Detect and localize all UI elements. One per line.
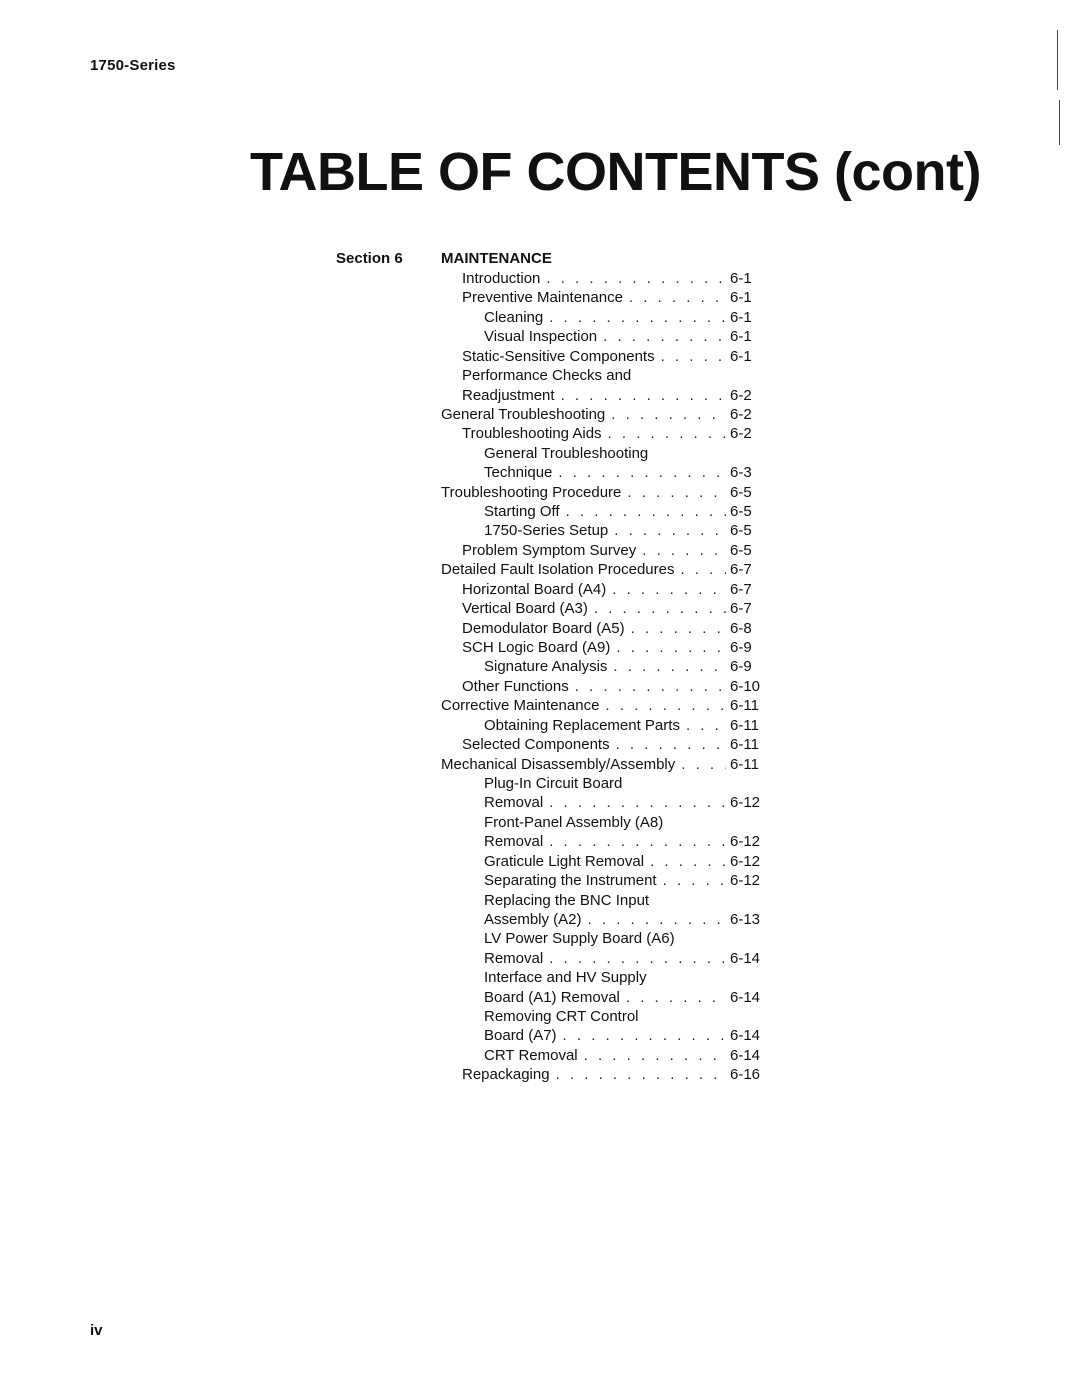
page-title: TABLE OF CONTENTS (cont) [250, 142, 981, 202]
binding-edge-mark [1057, 30, 1058, 90]
toc-entry [441, 386, 766, 405]
toc-entry [441, 308, 766, 327]
toc-entry-page: 6-7 [730, 580, 752, 598]
toc-entry [441, 891, 766, 910]
toc-entry [441, 502, 766, 521]
dot-leader [616, 735, 726, 754]
dot-leader [549, 793, 726, 812]
dot-leader [546, 269, 726, 288]
toc-entry [441, 735, 766, 754]
toc-entry-title: Detailed Fault Isolation Procedures [441, 561, 675, 579]
toc-entry-page: 6-14 [730, 988, 761, 1006]
toc-entry-page: 6-5 [730, 503, 752, 521]
toc-entry-page: 6-11 [730, 736, 759, 754]
toc-entry-title: LV Power Supply Board (A6) [484, 930, 675, 948]
section-number: Section 6 [336, 250, 403, 267]
toc-entry [441, 1065, 766, 1084]
toc-entry [441, 327, 766, 346]
dot-leader [575, 677, 726, 696]
toc-entry [441, 347, 766, 366]
toc-entry-title: SCH Logic Board (A9) [462, 639, 611, 657]
toc-entry [441, 968, 766, 987]
toc-entry [441, 463, 766, 482]
toc-entry-title: Other Functions [462, 677, 569, 695]
toc-entry-page: 6-11 [730, 716, 759, 734]
toc-entry [441, 696, 766, 715]
toc-entry-title: Readjustment [462, 386, 555, 404]
toc-entry-page: 6-12 [730, 794, 761, 812]
toc-entry-title: Troubleshooting Aids [462, 425, 602, 443]
dot-leader [627, 483, 726, 502]
toc-entry-page: 6-7 [730, 561, 752, 579]
table-of-contents-list [441, 269, 766, 1085]
toc-entry-page: 6-1 [730, 270, 752, 287]
toc-entry [441, 910, 766, 929]
toc-entry [441, 755, 766, 774]
toc-entry [441, 580, 766, 599]
toc-entry-title: Preventive Maintenance [462, 289, 623, 307]
dot-leader [558, 463, 726, 482]
toc-entry-page: 6-8 [730, 619, 752, 637]
toc-entry-page: 6-16 [730, 1066, 761, 1084]
toc-entry [441, 483, 766, 502]
toc-entry [441, 793, 766, 812]
toc-entry-title: Plug-In Circuit Board [484, 774, 623, 792]
dot-leader [566, 502, 726, 521]
toc-entry [441, 988, 766, 1007]
toc-entry-title: Static-Sensitive Components [462, 347, 655, 365]
toc-entry [441, 852, 766, 871]
toc-entry-title: Demodulator Board (A5) [462, 619, 625, 637]
toc-entry-title: General Troubleshooting [484, 444, 649, 462]
toc-entry [441, 929, 766, 948]
toc-entry-title: 1750-Series Setup [484, 522, 609, 540]
toc-entry-page: 6-10 [730, 677, 761, 695]
dot-leader [661, 347, 726, 366]
toc-entry-title: Selected Components [462, 736, 610, 754]
toc-entry [441, 813, 766, 832]
toc-entry [441, 638, 766, 657]
dot-leader [616, 638, 726, 657]
toc-entry-title: Performance Checks and [462, 367, 632, 385]
toc-entry [441, 677, 766, 696]
dot-leader [663, 871, 726, 890]
binding-edge-mark [1059, 100, 1060, 145]
toc-entry-title: Mechanical Disassembly/Assembly [441, 755, 676, 773]
toc-entry-title: Replacing the BNC Input [484, 891, 650, 909]
dot-leader [631, 619, 726, 638]
dot-leader [611, 405, 726, 424]
toc-entry-title: Interface and HV Supply [484, 969, 647, 987]
toc-entry-title: Board (A7) [484, 1027, 557, 1045]
toc-entry-title: Board (A1) Removal [484, 988, 620, 1006]
dot-leader [608, 424, 726, 443]
toc-entry-title: Cleaning [484, 308, 544, 326]
toc-entry [441, 774, 766, 793]
dot-leader [613, 657, 726, 676]
dot-leader [612, 580, 726, 599]
dot-leader [549, 949, 726, 968]
section-title: MAINTENANCE [441, 250, 552, 267]
toc-entry-page: 6-14 [730, 1046, 761, 1064]
toc-entry-title: Introduction [462, 270, 541, 287]
toc-entry-page: 6-1 [730, 308, 752, 326]
toc-entry-page: 6-9 [730, 658, 752, 676]
dot-leader [642, 541, 726, 560]
toc-entry-page: 6-1 [730, 289, 752, 307]
dot-leader [603, 327, 726, 346]
dot-leader [594, 599, 726, 618]
toc-entry [441, 560, 766, 579]
toc-entry [441, 1007, 766, 1026]
toc-entry-page: 6-5 [730, 483, 752, 501]
toc-entry [441, 657, 766, 676]
toc-entry-page: 6-14 [730, 1027, 761, 1045]
toc-entry [441, 424, 766, 443]
toc-entry-title: Removal [484, 949, 544, 967]
toc-entry-title: Repackaging [462, 1066, 550, 1084]
toc-entry-title: Separating the Instrument [484, 872, 657, 890]
toc-entry-title: Obtaining Replacement Parts [484, 716, 680, 734]
toc-entry-title: Removal [484, 794, 544, 812]
dot-leader [549, 308, 726, 327]
toc-entry-title: Visual Inspection [484, 328, 598, 346]
dot-leader [588, 910, 726, 929]
toc-entry-page: 6-9 [730, 639, 752, 657]
dot-leader [556, 1065, 726, 1084]
toc-entry [441, 366, 766, 385]
toc-entry-page: 6-12 [730, 852, 761, 870]
dot-leader [626, 988, 726, 1007]
toc-entry [441, 1026, 766, 1045]
toc-entry-title: CRT Removal [484, 1046, 578, 1064]
toc-entry-page: 6-5 [730, 541, 752, 559]
toc-entry [441, 832, 766, 851]
toc-entry-title: Removal [484, 833, 544, 851]
toc-entry-page: 6-12 [730, 872, 761, 890]
document-series-header: 1750-Series [90, 57, 176, 74]
dot-leader [629, 288, 726, 307]
toc-entry-page: 6-14 [730, 949, 761, 967]
dot-leader [561, 386, 726, 405]
toc-entry [441, 871, 766, 890]
dot-leader [584, 1046, 726, 1065]
toc-entry [441, 949, 766, 968]
toc-entry-page: 6-13 [730, 910, 761, 928]
toc-entry-page: 6-3 [730, 464, 752, 482]
toc-entry-page: 6-2 [730, 425, 752, 443]
toc-entry-page: 6-2 [730, 405, 752, 423]
toc-entry [441, 405, 766, 424]
toc-entry-page: 6-11 [730, 697, 759, 715]
dot-leader [549, 832, 726, 851]
toc-entry-title: Assembly (A2) [484, 910, 582, 928]
dot-leader [686, 716, 726, 735]
toc-entry-page: 6-1 [730, 328, 752, 346]
toc-entry-title: Starting Off [484, 503, 560, 521]
toc-entry-title: Troubleshooting Procedure [441, 483, 622, 501]
toc-entry-title: Technique [484, 464, 553, 482]
toc-entry [441, 288, 766, 307]
toc-entry [441, 541, 766, 560]
dot-leader [681, 755, 726, 774]
toc-entry-title: Corrective Maintenance [441, 697, 600, 715]
dot-leader [614, 521, 726, 540]
toc-entry-page: 6-2 [730, 386, 752, 404]
toc-entry [441, 716, 766, 735]
toc-entry-title: Vertical Board (A3) [462, 600, 588, 618]
toc-entry [441, 599, 766, 618]
toc-entry-title: Front-Panel Assembly (A8) [484, 813, 664, 831]
toc-entry [441, 444, 766, 463]
dot-leader [680, 560, 726, 579]
toc-entry [441, 269, 766, 288]
toc-entry-title: Graticule Light Removal [484, 852, 645, 870]
toc-entry-title: Horizontal Board (A4) [462, 580, 607, 598]
toc-entry [441, 619, 766, 638]
toc-entry-title: Signature Analysis [484, 658, 608, 676]
toc-entry-title: Problem Symptom Survey [462, 541, 637, 559]
toc-entry-title: General Troubleshooting [441, 405, 606, 423]
toc-entry-title: Removing CRT Control [484, 1008, 639, 1026]
dot-leader [563, 1026, 726, 1045]
toc-entry [441, 521, 766, 540]
toc-entry-page: 6-1 [730, 347, 752, 365]
toc-entry-page: 6-12 [730, 833, 761, 851]
toc-entry-page: 6-7 [730, 600, 752, 618]
toc-entry-page: 6-5 [730, 522, 752, 540]
dot-leader [650, 852, 726, 871]
dot-leader [605, 696, 726, 715]
page-number: iv [90, 1322, 103, 1339]
toc-entry-page: 6-11 [730, 755, 759, 773]
toc-entry [441, 1046, 766, 1065]
